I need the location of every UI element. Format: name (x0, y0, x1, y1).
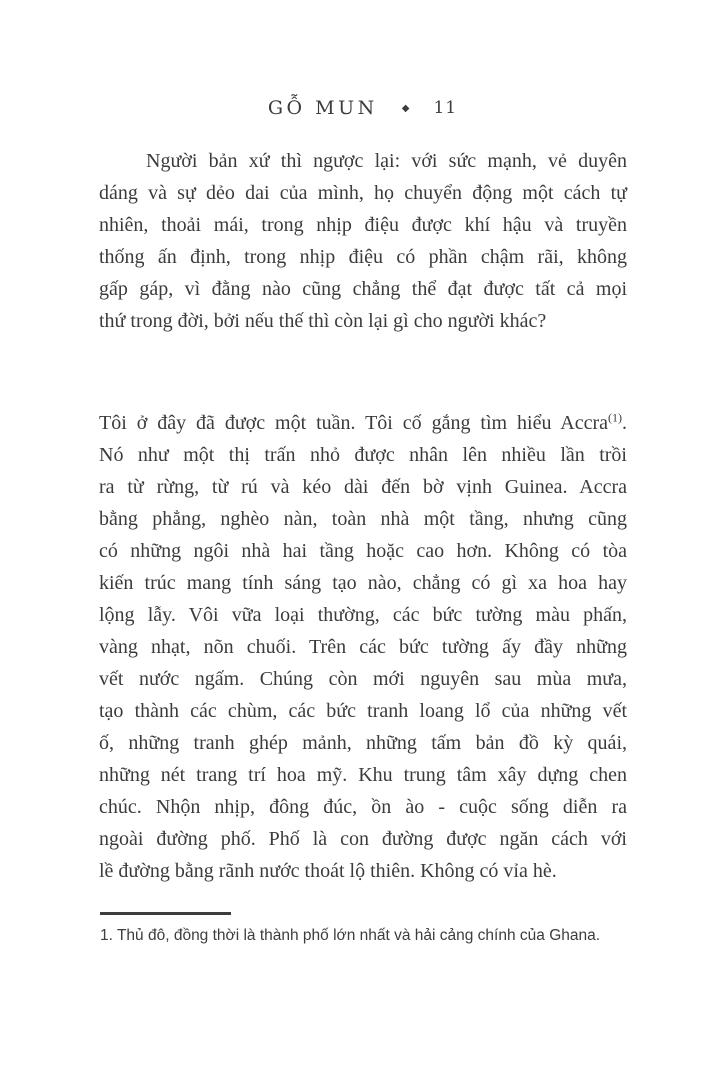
footnote-text: 1. Thủ đô, đồng thời là thành phố lớn nhất và hải cảng chính của Ghana. (100, 927, 601, 944)
book-title: GỖ MUN (267, 97, 378, 119)
footnote-divider (100, 912, 231, 915)
text-line: ố, những tranh ghép mảnh, những tấm bản đồ kỳ quái, (99, 732, 627, 754)
text-line: vàng nhạt, nõn chuối. Trên các bức tường ấy đầy những (99, 636, 627, 658)
paragraph-2 (99, 407, 627, 887)
footnote (100, 912, 628, 947)
text-segment: . (622, 412, 627, 434)
text-line: những nét trang trí hoa mỹ. Khu trung tâm xây dựng chen (99, 764, 627, 786)
text-line: gấp gáp, vì đằng nào cũng chẳng thể đạt được tất cả mọi (99, 278, 627, 300)
text-line: dáng và sự dẻo dai của mình, họ chuyển động một cách tự (99, 182, 627, 204)
footnote-marker: (1) (608, 410, 622, 425)
text-line: tạo thành các chùm, các bức tranh loang lổ của những vết (99, 700, 627, 722)
text-line: chúc. Nhộn nhịp, đông đúc, ồn ào - cuộc sống diễn ra (99, 796, 627, 818)
paragraph-1 (99, 145, 627, 337)
text-line: lề đường bằng rãnh nước thoát lộ thiên. Không có vỉa hè. (99, 860, 557, 882)
text-line: nhiên, thoải mái, trong nhịp điệu được khí hậu và truyền (99, 214, 627, 236)
page-number: 11 (433, 98, 458, 118)
text-line: lộng lẫy. Vôi vữa loại thường, các bức tường màu phấn, (99, 604, 627, 626)
text-line (99, 407, 627, 439)
text-line: có những ngôi nhà hai tầng hoặc cao hơn. Không có tòa (99, 540, 627, 562)
text-line: thứ trong đời, bởi nếu thế thì còn lại gì cho người khác? (99, 310, 547, 332)
text-line: kiến trúc mang tính sáng tạo nào, chẳng có gì xa hoa hay (99, 572, 627, 594)
text-line: ngoài đường phố. Phố là con đường được ngăn cách với (99, 828, 627, 850)
text-line: vết nước ngấm. Chúng còn mới nguyên sau mùa mưa, (99, 668, 627, 690)
body-text (99, 145, 627, 887)
text-line: thống ấn định, trong nhịp điệu có phần chậm rãi, không (99, 246, 627, 268)
text-line: ra từ rừng, từ rú và kéo dài đến bờ vịnh Guinea. Accra (99, 476, 627, 498)
text-segment: Tôi ở đây đã được một tuần. Tôi cố gắng tìm hiểu Accra (99, 412, 608, 434)
running-head (0, 97, 725, 119)
text-line: bằng phẳng, nghèo nàn, toàn nhà một tầng, nhưng cũng (99, 508, 627, 530)
diamond-separator-icon: ◆ (401, 103, 410, 114)
text-line: Nó như một thị trấn nhỏ được nhân lên nhiều lần trồi (99, 444, 627, 466)
text-line: Người bản xứ thì ngược lại: với sức mạnh, vẻ duyên (146, 150, 627, 172)
